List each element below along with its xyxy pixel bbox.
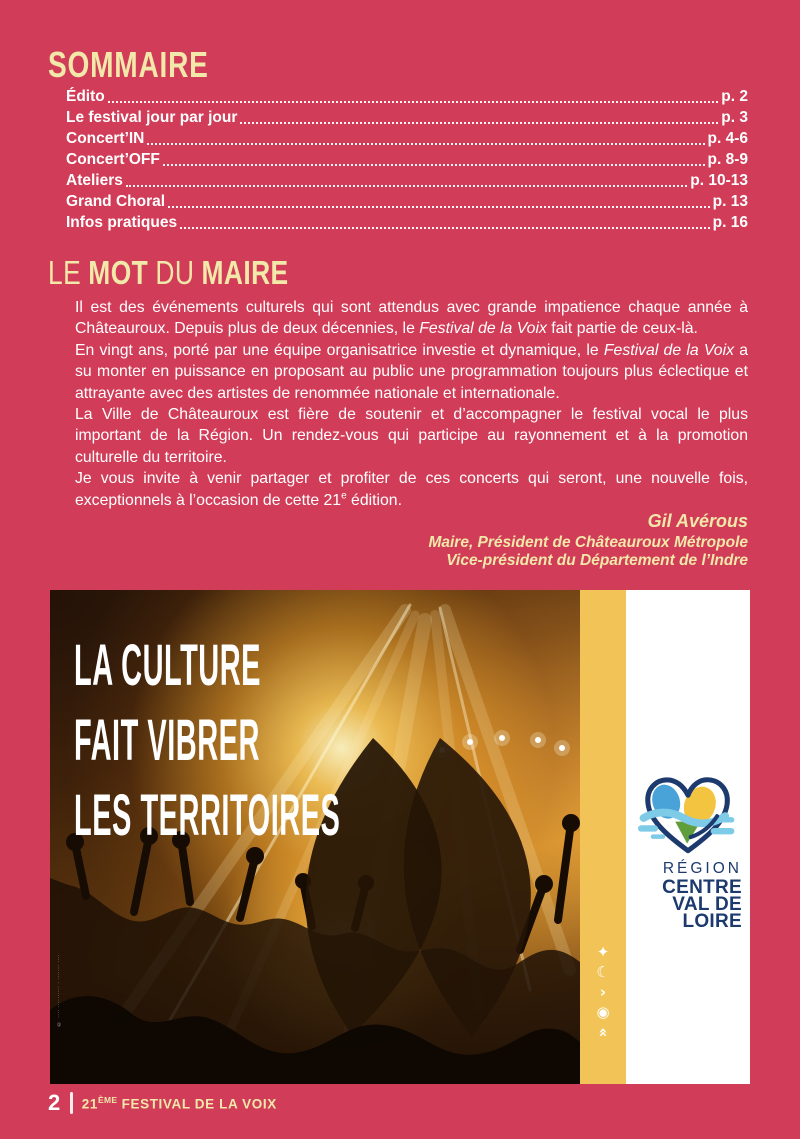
superscript: e — [341, 490, 347, 502]
stripe-symbol-icon: ✦ — [596, 943, 610, 961]
signature-name: Gil Avérous — [647, 511, 748, 531]
toc-leader-dots — [147, 143, 704, 145]
footer-festival-label — [82, 1095, 277, 1112]
toc-item-label: Grand Choral — [66, 193, 166, 210]
region-logo-text — [662, 858, 742, 930]
toc-leader-dots — [126, 185, 687, 187]
paragraph-text: Je vous invite à venir partager et profiter de ces concerts qui seront, une nouvelle fois, exceptionnels à l’occasion de cette 21 — [75, 470, 748, 509]
signature-block — [428, 512, 748, 571]
footer-label-sup: ÈME — [97, 1094, 118, 1105]
paragraph-text: fait partie de ceux-là. — [546, 320, 698, 338]
signature-role-1: Maire, Président de Châteauroux Métropole — [428, 533, 748, 551]
italic-festival-name: Festival de la Voix — [603, 341, 734, 359]
toc-item-label: Édito — [66, 88, 105, 105]
toc-item-page: p. 3 — [721, 109, 748, 126]
sommaire-title: SOMMAIRE — [48, 44, 209, 85]
logo-line-loire: LOIRE — [682, 911, 742, 932]
paragraph-text: En vingt ans, porté par une équipe organisatrice investie et dynamique, le — [75, 341, 604, 359]
body-paragraph — [75, 297, 748, 340]
toc-item-page: p. 2 — [721, 88, 748, 105]
region-logo-heart-icon — [638, 766, 738, 870]
toc-item-label: Ateliers — [66, 172, 123, 189]
mot-du-maire-title-word: MOT — [88, 254, 149, 291]
yellow-stripe — [580, 590, 626, 1084]
region-ad — [50, 590, 750, 1084]
photo-credit: © ···· ·········· · ······· ···· — [56, 953, 62, 1026]
body-paragraph — [75, 404, 748, 468]
toc-item-label: Concert’IN — [66, 130, 145, 147]
body-paragraph — [75, 468, 748, 511]
ad-headline-line: LA CULTURE — [74, 633, 262, 698]
toc-item — [66, 211, 748, 232]
toc-item-label: Concert’OFF — [66, 151, 160, 168]
ad-headline-line: LES TERRITOIRES — [74, 783, 341, 848]
toc-item — [66, 190, 748, 211]
toc-leader-dots — [240, 122, 718, 124]
footer-label-rest: FESTIVAL DE LA VOIX — [117, 1096, 277, 1112]
page-footer — [48, 1090, 277, 1116]
signature-role-2: Vice-président du Département de l’Indre — [446, 552, 748, 569]
stripe-symbols — [580, 945, 626, 1040]
toc-item — [66, 169, 748, 190]
toc-leader-dots — [163, 164, 705, 166]
toc-leader-dots — [168, 206, 710, 208]
footer-label-prefix: 21 — [81, 1096, 98, 1112]
toc-item-label: Le festival jour par jour — [66, 109, 238, 126]
paragraph-text: La Ville de Châteauroux est fière de soutenir et d’accompagner le festival vocal le plus important de la Région. Un rendez-vous qui participe au rayonnement et à la promotion culturelle du territoire. — [75, 406, 748, 466]
mot-du-maire-title-word: LE — [48, 254, 82, 291]
toc-item — [66, 106, 748, 127]
toc-item — [66, 148, 748, 169]
ad-headline — [74, 628, 580, 853]
mot-du-maire-title-word: DU — [155, 254, 195, 291]
logo-line-val-de: VAL DE — [672, 894, 742, 915]
footer-page-number: 2 — [48, 1090, 61, 1115]
italic-festival-name: Festival de la Voix — [419, 320, 547, 338]
stripe-symbol-icon: ◉ — [596, 1003, 610, 1021]
body-paragraph — [75, 340, 748, 404]
logo-panel — [626, 590, 750, 1084]
toc-item-page: p. 10-13 — [690, 172, 748, 189]
logo-line-centre: CENTRE — [662, 877, 742, 898]
paragraph-text: édition. — [346, 491, 402, 509]
stripe-symbol-icon: › — [599, 983, 607, 1001]
toc-item-page: p. 8-9 — [707, 151, 748, 168]
stripe-symbol-icon: ☾ — [596, 963, 610, 981]
toc-item-page: p. 4-6 — [707, 130, 748, 147]
mot-du-maire-title-word: MAIRE — [201, 254, 289, 291]
toc-leader-dots — [108, 101, 719, 103]
mot-du-maire-body — [75, 297, 748, 511]
stripe-symbol-icon: « — [594, 1027, 613, 1038]
mot-du-maire-title — [48, 254, 296, 292]
footer-separator — [70, 1092, 73, 1114]
ad-headline-line: FAIT VIBRER — [74, 708, 260, 773]
toc-item-page: p. 13 — [712, 193, 748, 210]
logo-line-region: RÉGION — [662, 860, 742, 877]
paragraph-text: a su monter en puissance en proposant au public une programmation toujours plus éclectique et attrayante avec des artistes de renommée nationale et internationale. — [75, 341, 749, 402]
toc-item — [66, 85, 748, 106]
toc-item-page: p. 16 — [712, 214, 748, 231]
paragraph-text: Il est des événements culturels qui sont attendus avec grande impatience chaque année à Châteauroux. Depuis plus de deux décennies, le — [75, 299, 748, 338]
toc-list — [66, 85, 748, 232]
toc-leader-dots — [180, 227, 710, 229]
toc-item-label: Infos pratiques — [66, 214, 178, 231]
toc-item — [66, 127, 748, 148]
concert-photo — [50, 590, 580, 1084]
